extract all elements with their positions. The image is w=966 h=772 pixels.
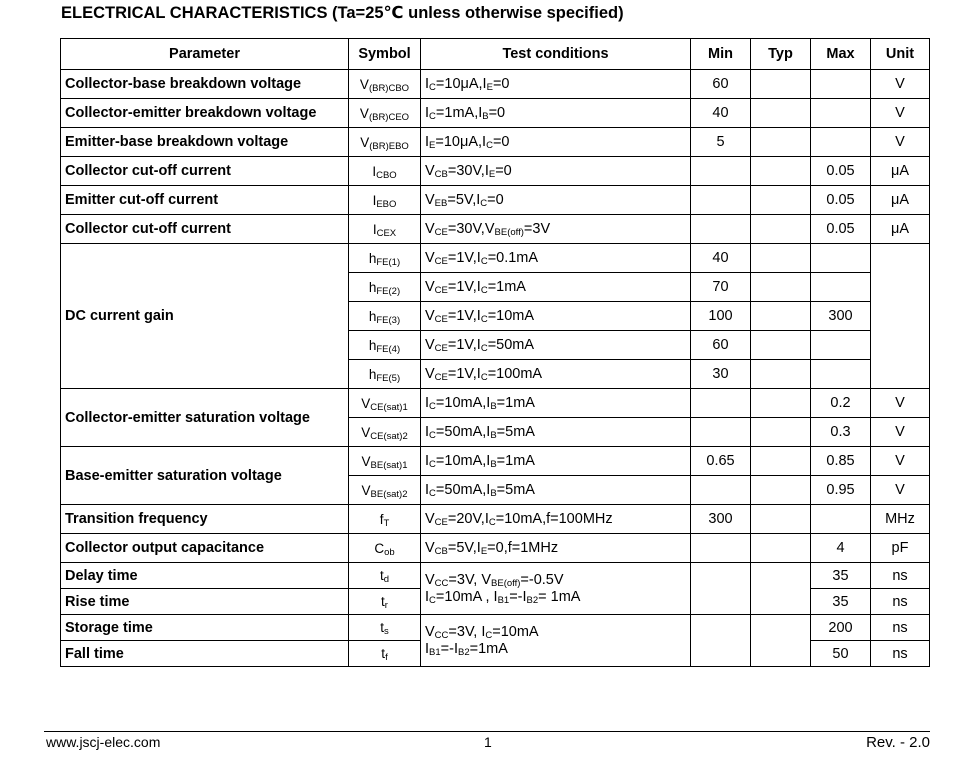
symbol-cell: $h_{FE(3)}$	[349, 302, 421, 331]
max-cell	[811, 128, 871, 157]
min-cell: 60	[691, 331, 751, 360]
typ-cell	[751, 360, 811, 389]
max-cell	[811, 70, 871, 99]
conditions-cell: $V_{CE}=1V,I_C=0.1mA$	[421, 244, 691, 273]
parameter-cell: Fall time	[61, 641, 349, 667]
max-cell: 0.85	[811, 447, 871, 476]
typ-cell	[751, 389, 811, 418]
typ-cell	[751, 418, 811, 447]
conditions-cell: $V_{CE}=30V,V_{BE(off)}=3V$	[421, 215, 691, 244]
typ-cell	[751, 563, 811, 615]
parameter-cell: Base-emitter saturation voltage	[61, 447, 349, 505]
conditions-cell: $I_C=10mA,I_B=1mA$	[421, 389, 691, 418]
unit-cell: ns	[871, 563, 930, 589]
min-cell: 60	[691, 70, 751, 99]
unit-cell: ns	[871, 641, 930, 667]
unit-cell: V	[871, 447, 930, 476]
table-row	[61, 534, 930, 563]
max-cell: 200	[811, 615, 871, 641]
symbol-cell: $I_{CBO}$	[349, 157, 421, 186]
symbol-cell: $h_{FE(1)}$	[349, 244, 421, 273]
conditions-line-1: $V_{CC}=3V$, $I_C=10mA$	[425, 623, 539, 641]
symbol-cell: $f_T$	[349, 505, 421, 534]
min-cell	[691, 186, 751, 215]
unit-cell: μA	[871, 157, 930, 186]
table-row	[61, 157, 930, 186]
page-title: ELECTRICAL CHARACTERISTICS (Ta=25℃ unless otherwise specified)	[61, 4, 624, 22]
symbol-cell: $V_{BE(sat)2}$	[349, 476, 421, 505]
symbol-cell: $I_{CEX}$	[349, 215, 421, 244]
symbol-cell: $h_{FE(4)}$	[349, 331, 421, 360]
parameter-cell: Rise time	[61, 589, 349, 615]
typ-cell	[751, 157, 811, 186]
conditions-cell: $V_{CE}=1V,I_C=1mA$	[421, 273, 691, 302]
conditions-cell	[421, 615, 691, 667]
parameter-cell: Collector-emitter breakdown voltage	[61, 99, 349, 128]
max-cell	[811, 244, 871, 273]
header-parameter: Parameter	[61, 39, 349, 70]
typ-cell	[751, 244, 811, 273]
min-cell	[691, 157, 751, 186]
conditions-cell: $I_C=50mA,I_B=5mA$	[421, 418, 691, 447]
parameter-cell: Collector cut-off current	[61, 157, 349, 186]
parameter-cell: Collector-base breakdown voltage	[61, 70, 349, 99]
min-cell	[691, 476, 751, 505]
header-min: Min	[691, 39, 751, 70]
symbol-cell: $V_{(BR)CEO}$	[349, 99, 421, 128]
unit-cell: MHz	[871, 505, 930, 534]
unit-cell: V	[871, 389, 930, 418]
symbol-cell: $V_{(BR)EBO}$	[349, 128, 421, 157]
unit-cell: μA	[871, 186, 930, 215]
unit-cell: V	[871, 418, 930, 447]
symbol-cell: $C_{ob}$	[349, 534, 421, 563]
characteristics-table	[60, 38, 930, 667]
parameter-cell: Collector output capacitance	[61, 534, 349, 563]
conditions-cell	[421, 563, 691, 615]
typ-cell	[751, 447, 811, 476]
parameter-cell: Delay time	[61, 563, 349, 589]
typ-cell	[751, 615, 811, 667]
typ-cell	[751, 476, 811, 505]
parameter-cell: Collector cut-off current	[61, 215, 349, 244]
footer-url: www.jscj-elec.com	[46, 734, 161, 750]
unit-cell	[871, 244, 930, 389]
max-cell	[811, 273, 871, 302]
symbol-cell: $t_s$	[349, 615, 421, 641]
min-cell: 40	[691, 244, 751, 273]
symbol-cell: $t_f$	[349, 641, 421, 667]
unit-cell: pF	[871, 534, 930, 563]
parameter-cell: Emitter cut-off current	[61, 186, 349, 215]
typ-cell	[751, 302, 811, 331]
max-cell: 0.95	[811, 476, 871, 505]
symbol-cell: $h_{FE(2)}$	[349, 273, 421, 302]
typ-cell	[751, 215, 811, 244]
max-cell: 0.05	[811, 186, 871, 215]
conditions-cell: $I_C=10\mu A,I_E=0$	[421, 70, 691, 99]
typ-cell	[751, 331, 811, 360]
max-cell: 0.05	[811, 157, 871, 186]
min-cell	[691, 615, 751, 667]
symbol-cell: $h_{FE(5)}$	[349, 360, 421, 389]
conditions-cell: $V_{CE}=1V,I_C=100mA$	[421, 360, 691, 389]
max-cell: 0.05	[811, 215, 871, 244]
unit-cell: V	[871, 128, 930, 157]
typ-cell	[751, 128, 811, 157]
max-cell: 4	[811, 534, 871, 563]
min-cell: 70	[691, 273, 751, 302]
min-cell: 5	[691, 128, 751, 157]
unit-cell: V	[871, 476, 930, 505]
typ-cell	[751, 505, 811, 534]
min-cell	[691, 563, 751, 615]
max-cell: 0.3	[811, 418, 871, 447]
conditions-cell: $I_C=50mA,I_B=5mA$	[421, 476, 691, 505]
header-conditions: Test conditions	[421, 39, 691, 70]
typ-cell	[751, 99, 811, 128]
symbol-cell: $V_{CE(sat)1}$	[349, 389, 421, 418]
conditions-cell: $I_C=1mA,I_B=0$	[421, 99, 691, 128]
header-max: Max	[811, 39, 871, 70]
symbol-cell: $t_d$	[349, 563, 421, 589]
max-cell: 0.2	[811, 389, 871, 418]
table-row	[61, 70, 930, 99]
conditions-line-2: $I_C=10mA$ , $I_{B1}=-I_{B2}= 1mA$	[425, 588, 581, 606]
max-cell	[811, 505, 871, 534]
unit-cell: μA	[871, 215, 930, 244]
min-cell	[691, 389, 751, 418]
symbol-cell: $I_{EBO}$	[349, 186, 421, 215]
conditions-cell: $V_{CB}=30V,I_E=0$	[421, 157, 691, 186]
min-cell: 300	[691, 505, 751, 534]
symbol-cell: $V_{(BR)CBO}$	[349, 70, 421, 99]
conditions-cell: $V_{CE}=20V,I_C=10mA,f=100MHz$	[421, 505, 691, 534]
min-cell	[691, 534, 751, 563]
typ-cell	[751, 186, 811, 215]
min-cell: 100	[691, 302, 751, 331]
conditions-cell: $I_C=10mA,I_B=1mA$	[421, 447, 691, 476]
table-row	[61, 244, 930, 273]
table-row	[61, 447, 930, 476]
table-row	[61, 615, 930, 641]
conditions-cell: $V_{CE}=1V,I_C=50mA$	[421, 331, 691, 360]
typ-cell	[751, 273, 811, 302]
typ-cell	[751, 70, 811, 99]
table-body	[61, 70, 930, 667]
unit-cell: ns	[871, 615, 930, 641]
parameter-cell: Emitter-base breakdown voltage	[61, 128, 349, 157]
table-row	[61, 563, 930, 589]
header-symbol: Symbol	[349, 39, 421, 70]
min-cell: 30	[691, 360, 751, 389]
min-cell: 40	[691, 99, 751, 128]
conditions-cell: $V_{CB}=5V,I_E=0,f=1MHz$	[421, 534, 691, 563]
parameter-cell: DC current gain	[61, 244, 349, 389]
min-cell: 0.65	[691, 447, 751, 476]
parameter-cell: Collector-emitter saturation voltage	[61, 389, 349, 447]
header-unit: Unit	[871, 39, 930, 70]
conditions-cell: $I_E=10\mu A,I_C=0$	[421, 128, 691, 157]
footer-revision: Rev. - 2.0	[866, 734, 930, 751]
table-header-row	[61, 39, 930, 70]
conditions-cell: $V_{EB}=5V,I_C=0$	[421, 186, 691, 215]
max-cell	[811, 331, 871, 360]
typ-cell	[751, 534, 811, 563]
table-row	[61, 128, 930, 157]
max-cell	[811, 360, 871, 389]
min-cell	[691, 418, 751, 447]
unit-cell: V	[871, 99, 930, 128]
conditions-line-1: $V_{CC}=3V$, $V_{BE(off)}=-0.5V$	[425, 571, 564, 589]
footer-divider	[44, 731, 930, 732]
header-typ: Typ	[751, 39, 811, 70]
unit-cell: V	[871, 70, 930, 99]
parameter-cell: Transition frequency	[61, 505, 349, 534]
unit-cell: ns	[871, 589, 930, 615]
conditions-line-2: $I_{B1}=-I_{B2}=1mA$	[425, 640, 508, 658]
table-row	[61, 215, 930, 244]
symbol-cell: $V_{BE(sat)1}$	[349, 447, 421, 476]
symbol-cell: $V_{CE(sat)2}$	[349, 418, 421, 447]
table-row	[61, 505, 930, 534]
parameter-cell: Storage time	[61, 615, 349, 641]
conditions-cell: $V_{CE}=1V,I_C=10mA$	[421, 302, 691, 331]
max-cell: 50	[811, 641, 871, 667]
max-cell: 35	[811, 563, 871, 589]
max-cell: 300	[811, 302, 871, 331]
table-row	[61, 389, 930, 418]
max-cell	[811, 99, 871, 128]
table-row	[61, 186, 930, 215]
max-cell: 35	[811, 589, 871, 615]
table-row	[61, 99, 930, 128]
footer-page-number: 1	[484, 734, 492, 750]
symbol-cell: $t_r$	[349, 589, 421, 615]
min-cell	[691, 215, 751, 244]
